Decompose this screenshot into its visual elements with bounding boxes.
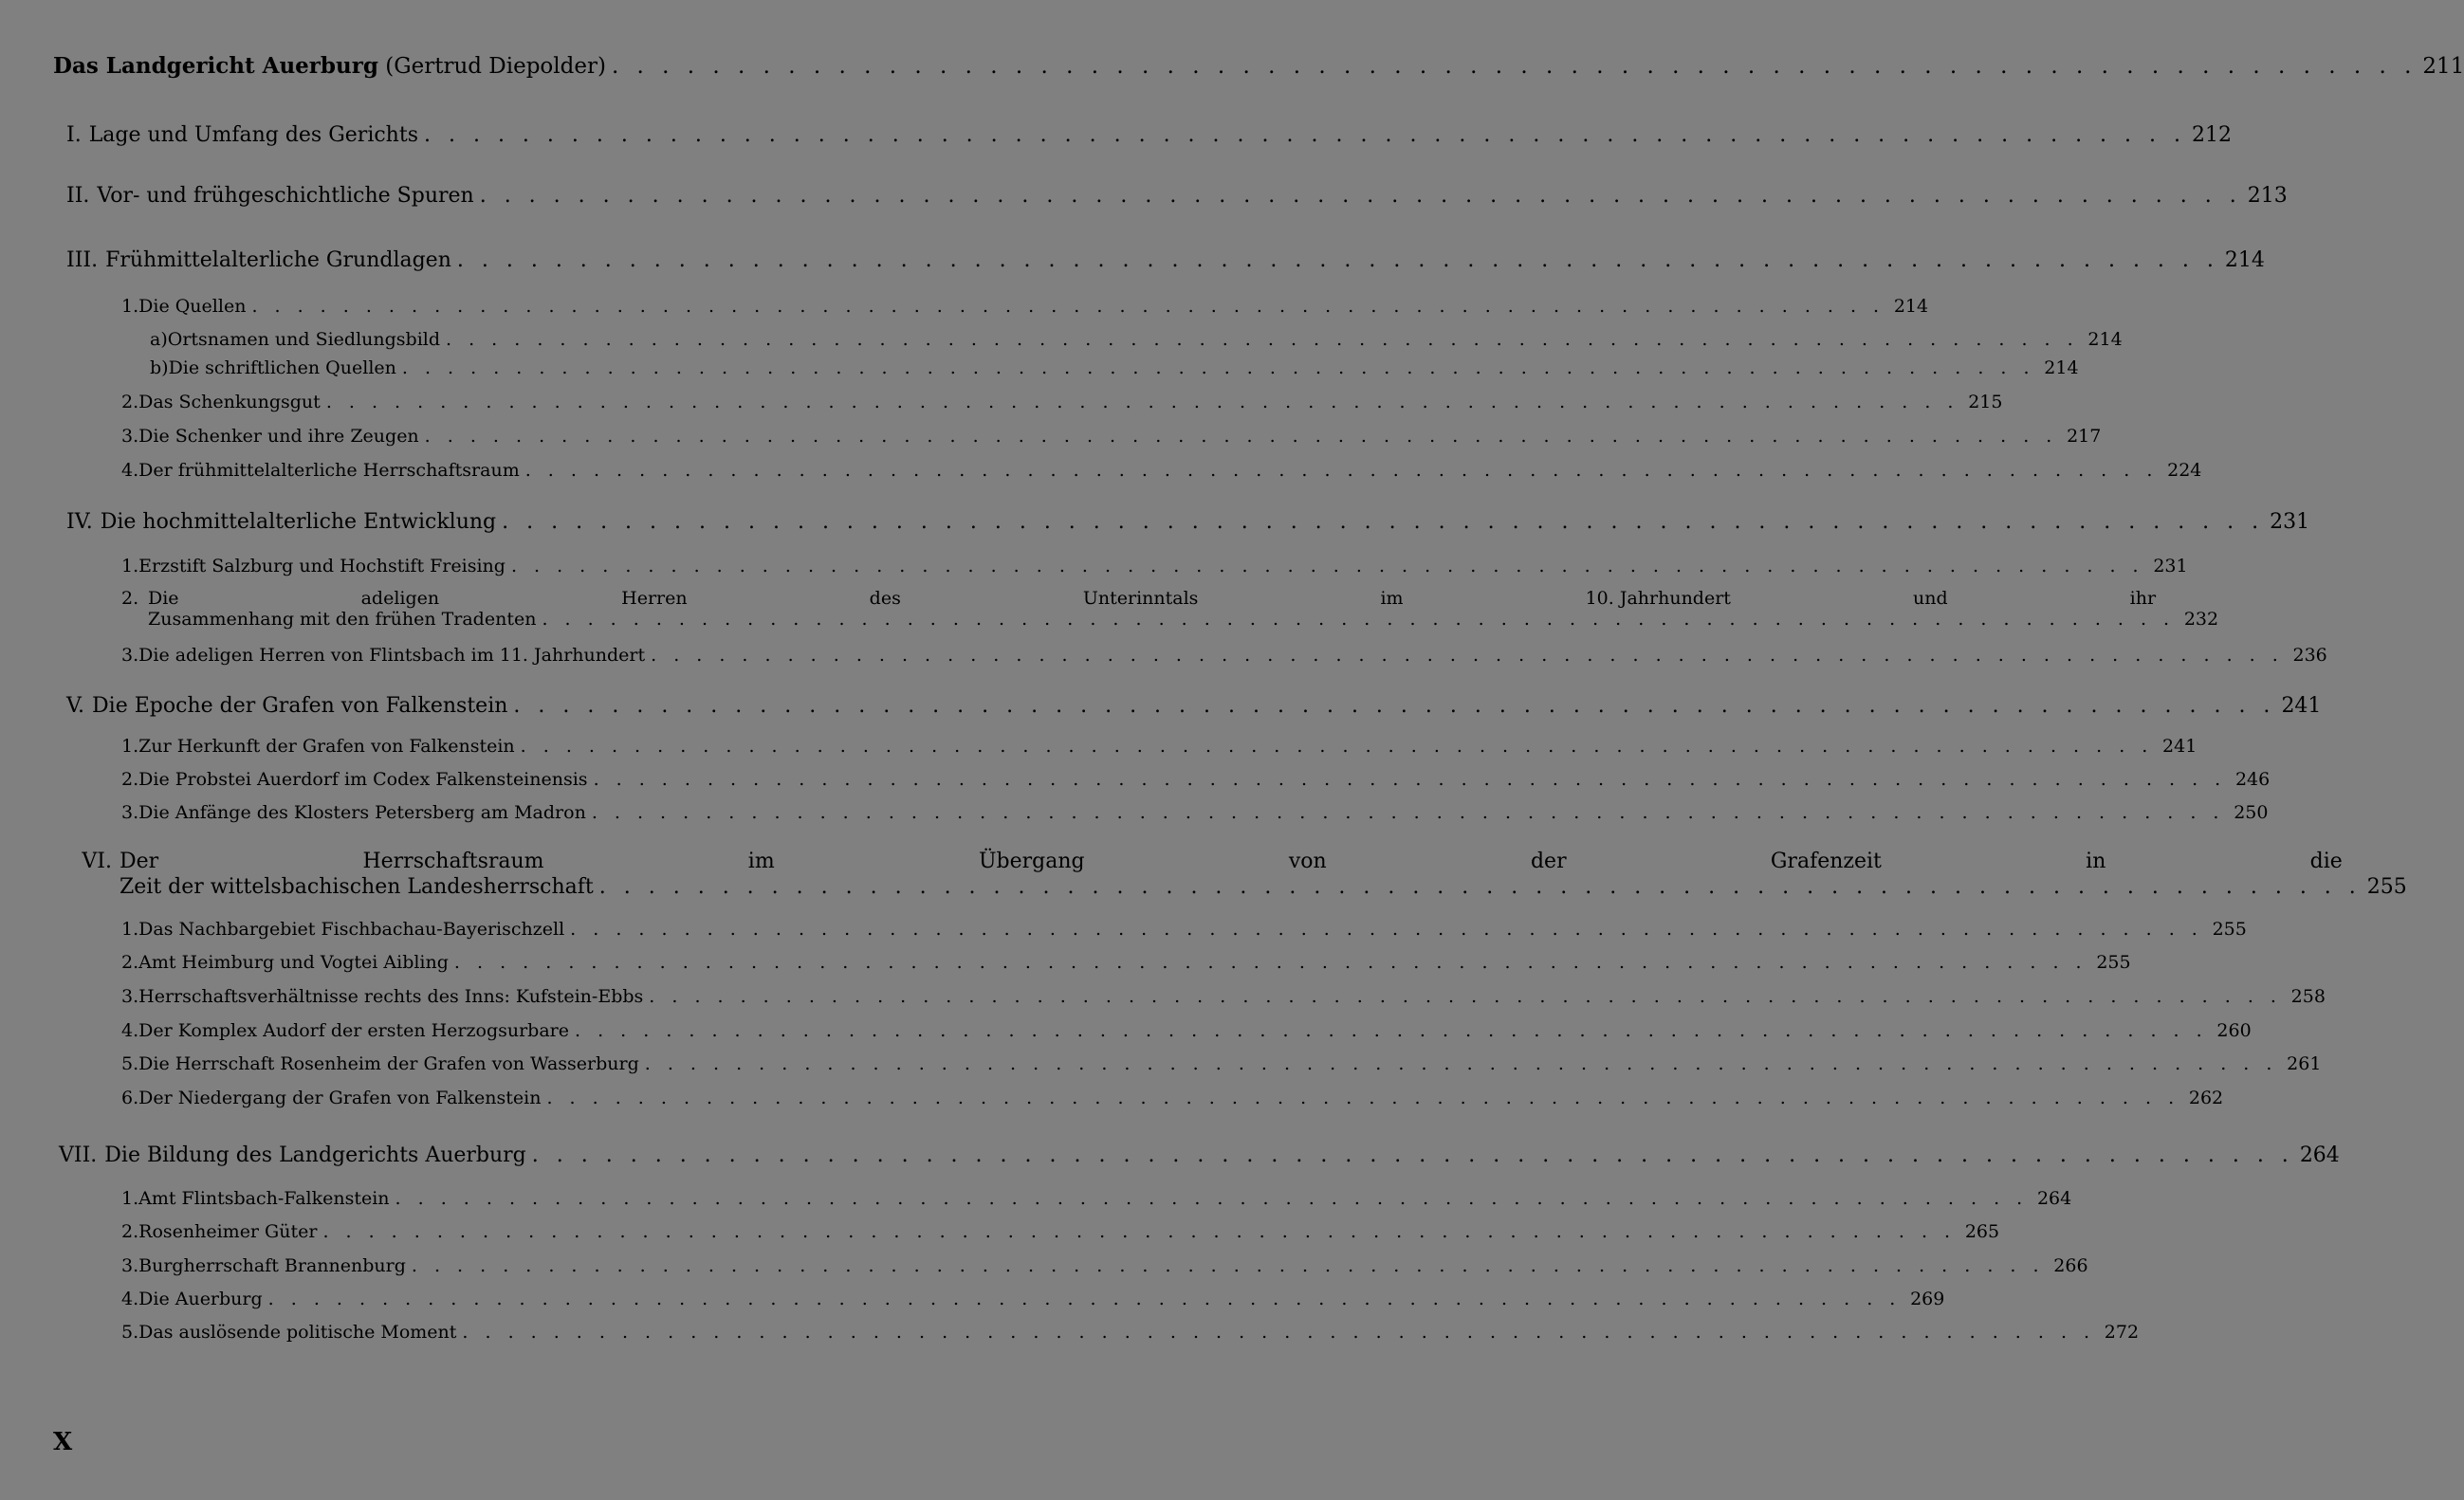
page-number: 265 bbox=[1964, 1221, 2000, 1242]
page-number: 246 bbox=[2234, 769, 2271, 790]
leader-dots bbox=[612, 54, 2417, 79]
toc-subentry-multiline bbox=[121, 588, 2219, 630]
page-number: 272 bbox=[2104, 1322, 2140, 1343]
toc-subentry bbox=[121, 919, 2247, 940]
page-number: 261 bbox=[2287, 1053, 2322, 1074]
page-number: 211 bbox=[2422, 54, 2464, 79]
page-number: 231 bbox=[2153, 556, 2188, 576]
entry-number: V. bbox=[66, 694, 85, 718]
page-number: 214 bbox=[2087, 329, 2123, 350]
entry-label: Die Anfänge des Klosters Petersberg am Madron bbox=[138, 802, 586, 823]
leader-dots bbox=[446, 329, 2079, 350]
leader-dots bbox=[502, 510, 2264, 534]
toc-subentry bbox=[121, 1322, 2140, 1343]
page-number: 213 bbox=[2247, 184, 2288, 208]
entry-number: 4. bbox=[121, 460, 139, 481]
leader-dots bbox=[570, 919, 2203, 940]
leader-dots bbox=[645, 1053, 2278, 1074]
leader-dots bbox=[424, 123, 2186, 147]
leader-dots bbox=[542, 609, 2175, 630]
entry-label-line1: Die adeligen Herren des Unterinntals im 10. Jahrhundert und ihr bbox=[148, 588, 2157, 609]
entry-label: Ortsnamen und Siedlungsbild bbox=[167, 329, 441, 350]
book-section-title: Das Landgericht Auerburg bbox=[53, 53, 378, 79]
toc-entry bbox=[66, 694, 2322, 718]
entry-label: Die Bildung des Landgerichts Auerburg bbox=[104, 1143, 526, 1167]
entry-number: 3. bbox=[121, 1255, 139, 1276]
entry-number: 2. bbox=[121, 1221, 139, 1242]
entry-number: I. bbox=[66, 123, 82, 147]
entry-label: Der Niedergang der Grafen von Falkenstein bbox=[138, 1088, 542, 1108]
entry-number: 4. bbox=[121, 1020, 139, 1041]
page-number: 217 bbox=[2067, 426, 2102, 447]
page-number: 255 bbox=[2096, 952, 2131, 973]
entry-label: Erzstift Salzburg und Hochstift Freising bbox=[138, 556, 506, 576]
toc-subentry bbox=[121, 460, 2202, 481]
leader-dots bbox=[251, 296, 1885, 317]
entry-label: Amt Heimburg und Vogtei Aibling bbox=[138, 952, 449, 973]
toc-subentry bbox=[121, 1053, 2322, 1074]
entry-label: Herrschaftsverhältnisse rechts des Inns: Kufstein-Ebbs bbox=[138, 986, 644, 1007]
toc-subentry bbox=[121, 1088, 2224, 1108]
page-number: 241 bbox=[2162, 736, 2197, 757]
entry-label: Das Schenkungsgut bbox=[138, 392, 321, 412]
leader-dots bbox=[511, 556, 2144, 576]
entry-number: 1. bbox=[121, 919, 139, 940]
entry-number: IV. bbox=[66, 510, 93, 534]
entry-number: b) bbox=[150, 357, 169, 378]
entry-label: Das Nachbargebiet Fischbachau-Bayerischzell bbox=[138, 919, 565, 940]
toc-subentry bbox=[121, 1188, 2072, 1209]
entry-label: Burgherrschaft Brannenburg bbox=[138, 1255, 406, 1276]
leader-dots bbox=[525, 460, 2159, 481]
leader-dots bbox=[457, 248, 2219, 272]
entry-label: Der Komplex Audorf der ersten Herzogsurbare bbox=[138, 1020, 569, 1041]
leader-dots bbox=[480, 184, 2242, 208]
toc-subentry bbox=[121, 392, 2003, 412]
leader-dots bbox=[649, 986, 2282, 1007]
leader-dots bbox=[546, 1088, 2179, 1108]
entry-label: Die adeligen Herren von Flintsbach im 11. Jahrhundert bbox=[138, 645, 646, 666]
entry-number: 3. bbox=[121, 426, 139, 447]
entry-number: 3. bbox=[121, 986, 139, 1007]
entry-label: Rosenheimer Güter bbox=[138, 1221, 318, 1242]
leader-dots bbox=[425, 426, 2058, 447]
author-name: (Gertrud Diepolder) bbox=[385, 54, 606, 79]
toc-subentry bbox=[150, 329, 2123, 350]
page-number: 269 bbox=[1910, 1289, 1945, 1309]
leader-dots bbox=[592, 802, 2225, 823]
entry-label: Die schriftlichen Quellen bbox=[168, 357, 396, 378]
page-number: 262 bbox=[2188, 1088, 2224, 1108]
toc-subentry bbox=[121, 986, 2326, 1007]
entry-number: 4. bbox=[121, 1289, 139, 1309]
entry-number: 2. bbox=[121, 392, 139, 412]
entry-label: Das auslösende politische Moment bbox=[138, 1322, 457, 1343]
leader-dots bbox=[599, 875, 2362, 899]
toc-entry bbox=[66, 248, 2265, 272]
page-number: 212 bbox=[2192, 123, 2233, 147]
page-number: 215 bbox=[1968, 392, 2003, 412]
entry-label: Lage und Umfang des Gerichts bbox=[88, 123, 418, 147]
leader-dots bbox=[521, 736, 2154, 757]
page-number: 264 bbox=[2036, 1188, 2072, 1209]
entry-number: 1. bbox=[121, 1188, 139, 1209]
toc-subentry bbox=[121, 769, 2271, 790]
entry-number: 3. bbox=[121, 802, 139, 823]
page-folio: X bbox=[53, 1428, 73, 1456]
toc-title-row bbox=[53, 53, 2464, 79]
entry-label: Die hochmittelalterliche Entwicklung bbox=[100, 510, 497, 534]
toc-subentry bbox=[121, 1221, 2000, 1242]
entry-label: Die Probstei Auerdorf im Codex Falkensteinensis bbox=[138, 769, 588, 790]
entry-number: 2. bbox=[121, 769, 139, 790]
page-number: 241 bbox=[2281, 694, 2322, 718]
leader-dots bbox=[651, 645, 2284, 666]
leader-dots bbox=[326, 392, 1959, 412]
page-number: 255 bbox=[2366, 875, 2407, 899]
page-number: 255 bbox=[2212, 919, 2247, 940]
page-number: 231 bbox=[2270, 510, 2310, 534]
entry-label: Die Quellen bbox=[138, 296, 247, 317]
entry-label: Der frühmittelalterliche Herrschaftsraum bbox=[138, 460, 520, 481]
page-number: 224 bbox=[2167, 460, 2202, 481]
entry-number: 2. bbox=[121, 952, 139, 973]
entry-number: VII. bbox=[59, 1143, 98, 1167]
leader-dots bbox=[322, 1221, 1956, 1242]
entry-label: Zur Herkunft der Grafen von Falkenstein bbox=[138, 736, 515, 757]
toc-subentry bbox=[121, 802, 2269, 823]
entry-number: a) bbox=[150, 329, 168, 350]
leader-dots bbox=[402, 357, 2035, 378]
toc-subentry bbox=[121, 736, 2197, 757]
entry-number: III. bbox=[66, 248, 99, 272]
leader-dots bbox=[532, 1143, 2294, 1167]
entry-number: 3. bbox=[121, 645, 139, 666]
page-number: 250 bbox=[2234, 802, 2269, 823]
entry-number: 5. bbox=[121, 1053, 139, 1074]
entry-label: Die Epoche der Grafen von Falkenstein bbox=[92, 694, 508, 718]
leader-dots bbox=[412, 1255, 2045, 1276]
toc-subentry bbox=[121, 645, 2327, 666]
leader-dots bbox=[268, 1289, 1902, 1309]
page-number: 236 bbox=[2292, 645, 2327, 666]
entry-label: Die Herrschaft Rosenheim der Grafen von Wasserburg bbox=[138, 1053, 639, 1074]
leader-dots bbox=[462, 1322, 2095, 1343]
entry-label: Vor- und frühgeschichtliche Spuren bbox=[97, 184, 474, 208]
entry-number: II. bbox=[66, 184, 90, 208]
page-number: 266 bbox=[2053, 1255, 2088, 1276]
page-number: 258 bbox=[2290, 986, 2326, 1007]
entry-number: 2. bbox=[121, 588, 139, 609]
toc-subentry bbox=[150, 357, 2079, 378]
entry-number: 1. bbox=[121, 736, 139, 757]
toc-entry bbox=[66, 123, 2233, 147]
toc-subentry bbox=[121, 1020, 2252, 1041]
page-number: 232 bbox=[2183, 609, 2219, 630]
leader-dots bbox=[575, 1020, 2208, 1041]
leader-dots bbox=[395, 1188, 2029, 1209]
entry-label: Die Auerburg bbox=[138, 1289, 263, 1309]
entry-number: 5. bbox=[121, 1322, 139, 1343]
toc-subentry bbox=[121, 426, 2102, 447]
entry-number: 1. bbox=[121, 296, 139, 317]
page-number: 260 bbox=[2216, 1020, 2252, 1041]
page-number: 214 bbox=[2044, 357, 2079, 378]
toc-entry bbox=[66, 184, 2288, 208]
page-number: 214 bbox=[1893, 296, 1929, 317]
entry-label: Amt Flintsbach-Falkenstein bbox=[138, 1188, 390, 1209]
entry-label: Die Schenker und ihre Zeugen bbox=[138, 426, 419, 447]
toc-entry bbox=[59, 1143, 2340, 1167]
page-number: 214 bbox=[2224, 248, 2265, 272]
leader-dots bbox=[454, 952, 2087, 973]
entry-label-line2: Zusammenhang mit den frühen Tradenten bbox=[148, 609, 537, 630]
toc-subentry bbox=[121, 1255, 2088, 1276]
entry-label-line2: Zeit der wittelsbachischen Landesherrschaft bbox=[120, 875, 594, 899]
toc-subentry bbox=[121, 952, 2131, 973]
toc-entry-multiline bbox=[66, 850, 2407, 899]
entry-label-line1: Der Herrschaftsraum im Übergang von der Grafenzeit in die bbox=[120, 850, 2343, 873]
page-number: 264 bbox=[2299, 1143, 2340, 1167]
toc-entry bbox=[66, 510, 2310, 534]
leader-dots bbox=[594, 769, 2227, 790]
leader-dots bbox=[513, 694, 2275, 718]
toc-subentry bbox=[121, 1289, 1945, 1309]
entry-number: VI. bbox=[82, 850, 112, 873]
toc-subentry bbox=[121, 296, 1929, 317]
entry-number: 6. bbox=[121, 1088, 139, 1108]
entry-label: Frühmittelalterliche Grundlagen bbox=[105, 248, 451, 272]
toc-subentry bbox=[121, 556, 2188, 576]
entry-number: 1. bbox=[121, 556, 139, 576]
